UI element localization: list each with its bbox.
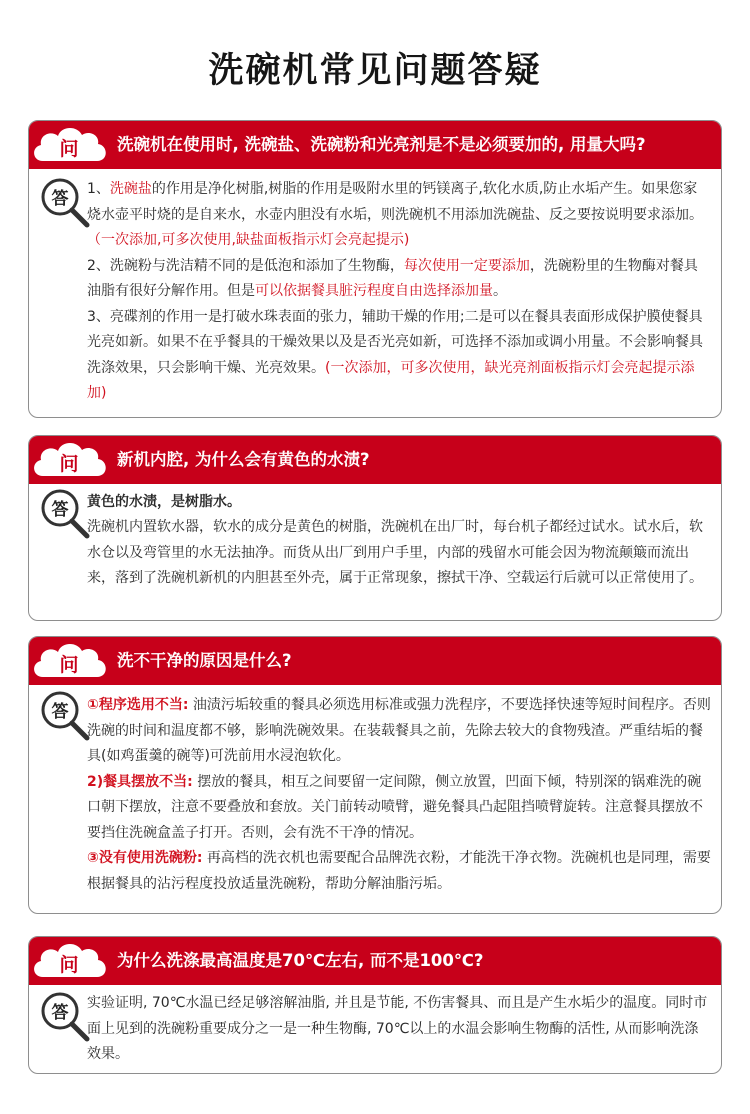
question-badge xyxy=(29,436,121,484)
question-text: 新机内腔, 为什么会有黄色的水渍? xyxy=(117,450,370,469)
faq-card-salt-powder-rinse xyxy=(28,120,722,418)
answer-paragraph-rinse: 3、亮碟剂的作用一是打破水珠表面的张力，辅助干燥的作用;二是可以在餐具表面形成保护膜使餐具光亮如新。如果不在乎餐具的干燥效果以及是否光亮如新，可选择不添加或调小用量。不会影响餐具洗涤效果，只会影响干燥、光亮效果。(一次添加，可多次使用，缺光亮剂面板指示灯会亮起提示添加) xyxy=(87,308,703,401)
question-badge xyxy=(29,637,121,685)
answer-body xyxy=(87,177,711,407)
question-text: 洗不干净的原因是什么? xyxy=(117,651,292,670)
question-badge-label: 问 xyxy=(59,453,79,475)
question-badge-label: 问 xyxy=(59,138,79,160)
faq-card-temperature xyxy=(28,936,722,1074)
item-label: ③没有使用洗碗粉: xyxy=(87,850,203,866)
highlight-term: 洗碗盐 xyxy=(109,181,152,197)
faq-card-yellow-water xyxy=(28,435,722,621)
question-badge-label: 问 xyxy=(59,654,79,676)
highlight-note: (一次添加，可多次使用，缺光亮剂面板指示灯会亮起提示添加) xyxy=(87,359,695,401)
answer-paragraph-salt: 1、洗碗盐的作用是净化树脂,树脂的作用是吸附水里的钙镁离子,软化水质,防止水垢产生。如果您家烧水壶平时烧的是自来水，水壶内胆没有水垢，则洗碗机不用添加洗碗盐、反之要按说明要求添加。（一次添加,可多次使用,缺盐面板指示灯会亮起提示) xyxy=(87,181,703,248)
answer-badge-label: 答 xyxy=(51,500,69,520)
answer-paragraph: 实验证明, 70℃水温已经足够溶解油脂, 并且是节能, 不伤害餐具、而且是产生水垢少的温度。同时市面上见到的洗碗粉重要成分之一是一种生物酶, 70℃以上的水温会影响生物酶的活性, 从而影响洗涤效果。 xyxy=(87,995,708,1062)
answer-badge-label: 答 xyxy=(51,1003,69,1023)
answer-item-powder: ③没有使用洗碗粉: 再高档的洗衣机也需要配合品牌洗衣粉，才能洗干净衣物。洗碗机也是同理，需要根据餐具的沾污程度投放适量洗碗粉，帮助分解油脂污垢。 xyxy=(87,850,711,892)
answer-paragraph: 洗碗机内置软水器，软水的成分是黄色的树脂，洗碗机在出厂时，每台机子都经过试水。试水后，软水仓以及弯管里的水无法抽净。而货从出厂到用户手里，内部的残留水可能会因为物流颠簸而流出来，落到了洗碗机新机的内胆甚至外壳，属于正常现象，擦拭干净、空载运行后就可以正常使用了。 xyxy=(87,519,703,586)
answer-body xyxy=(87,490,711,516)
answer-paragraph-powder: 2、洗碗粉与洗洁精不同的是低泡和添加了生物酶，每次使用一定要添加，洗碗粉里的生物酶对餐具油脂有很好分解作用。但是可以依据餐具脏污程度自由选择添加量。 xyxy=(87,257,698,299)
item-label: 2)餐具摆放不当: xyxy=(87,773,193,790)
answer-body-text xyxy=(87,515,711,592)
answer-item-program: ①程序选用不当: 油渍污垢较重的餐具必须选用标准或强力洗程序，不要选择快速等短时间程序。否则洗碗的时间和温度都不够，影响洗碗效果。在装载餐具之前，先除去较大的食物残渣。严重结垢的餐具(如鸡蛋羹的碗等)可洗前用水浸泡软化。 xyxy=(87,697,711,764)
answer-badge-label: 答 xyxy=(51,702,69,722)
cloud-icon xyxy=(29,637,121,685)
question-text: 洗碗机在使用时, 洗碗盐、洗碗粉和光亮剂是不是必须要加的, 用量大吗? xyxy=(117,135,646,154)
faq-card-not-clean xyxy=(28,636,722,914)
answer-body xyxy=(87,693,711,897)
answer-body xyxy=(87,991,711,1068)
question-bar xyxy=(29,937,721,985)
cloud-icon xyxy=(29,937,121,985)
highlight-text: 每次使用一定要添加 xyxy=(403,257,530,274)
answer-item-placement: 2)餐具摆放不当: 摆放的餐具，相互之间要留一定间隙，侧立放置，凹面下倾，特别深的锅难洗的碗口朝下摆放，注意不要叠放和套放。关门前转动喷臂，避免餐具凸起阻挡喷臂旋转。注意餐具摆放不要挡住洗碗盒盖子打开。否则，会有洗不干净的情况。 xyxy=(87,773,703,841)
question-bar xyxy=(29,637,721,685)
question-bar xyxy=(29,436,721,484)
answer-lead: 黄色的水渍，是树脂水。 xyxy=(87,494,241,510)
question-text: 为什么洗涤最高温度是70℃左右, 而不是100℃? xyxy=(117,951,484,970)
question-badge-label: 问 xyxy=(59,954,79,976)
question-badge xyxy=(29,937,121,985)
cloud-icon xyxy=(29,436,121,484)
highlight-text: 可以依据餐具脏污程度自由选择添加量 xyxy=(255,283,493,299)
question-badge xyxy=(29,121,121,169)
item-label: ①程序选用不当: xyxy=(87,697,189,713)
page-title: 洗碗机常见问题答疑 xyxy=(208,51,542,91)
highlight-note: （一次添加,可多次使用,缺盐面板指示灯会亮起提示) xyxy=(87,232,410,248)
question-bar xyxy=(29,121,721,169)
answer-badge-label: 答 xyxy=(51,189,69,209)
cloud-icon xyxy=(29,121,121,169)
